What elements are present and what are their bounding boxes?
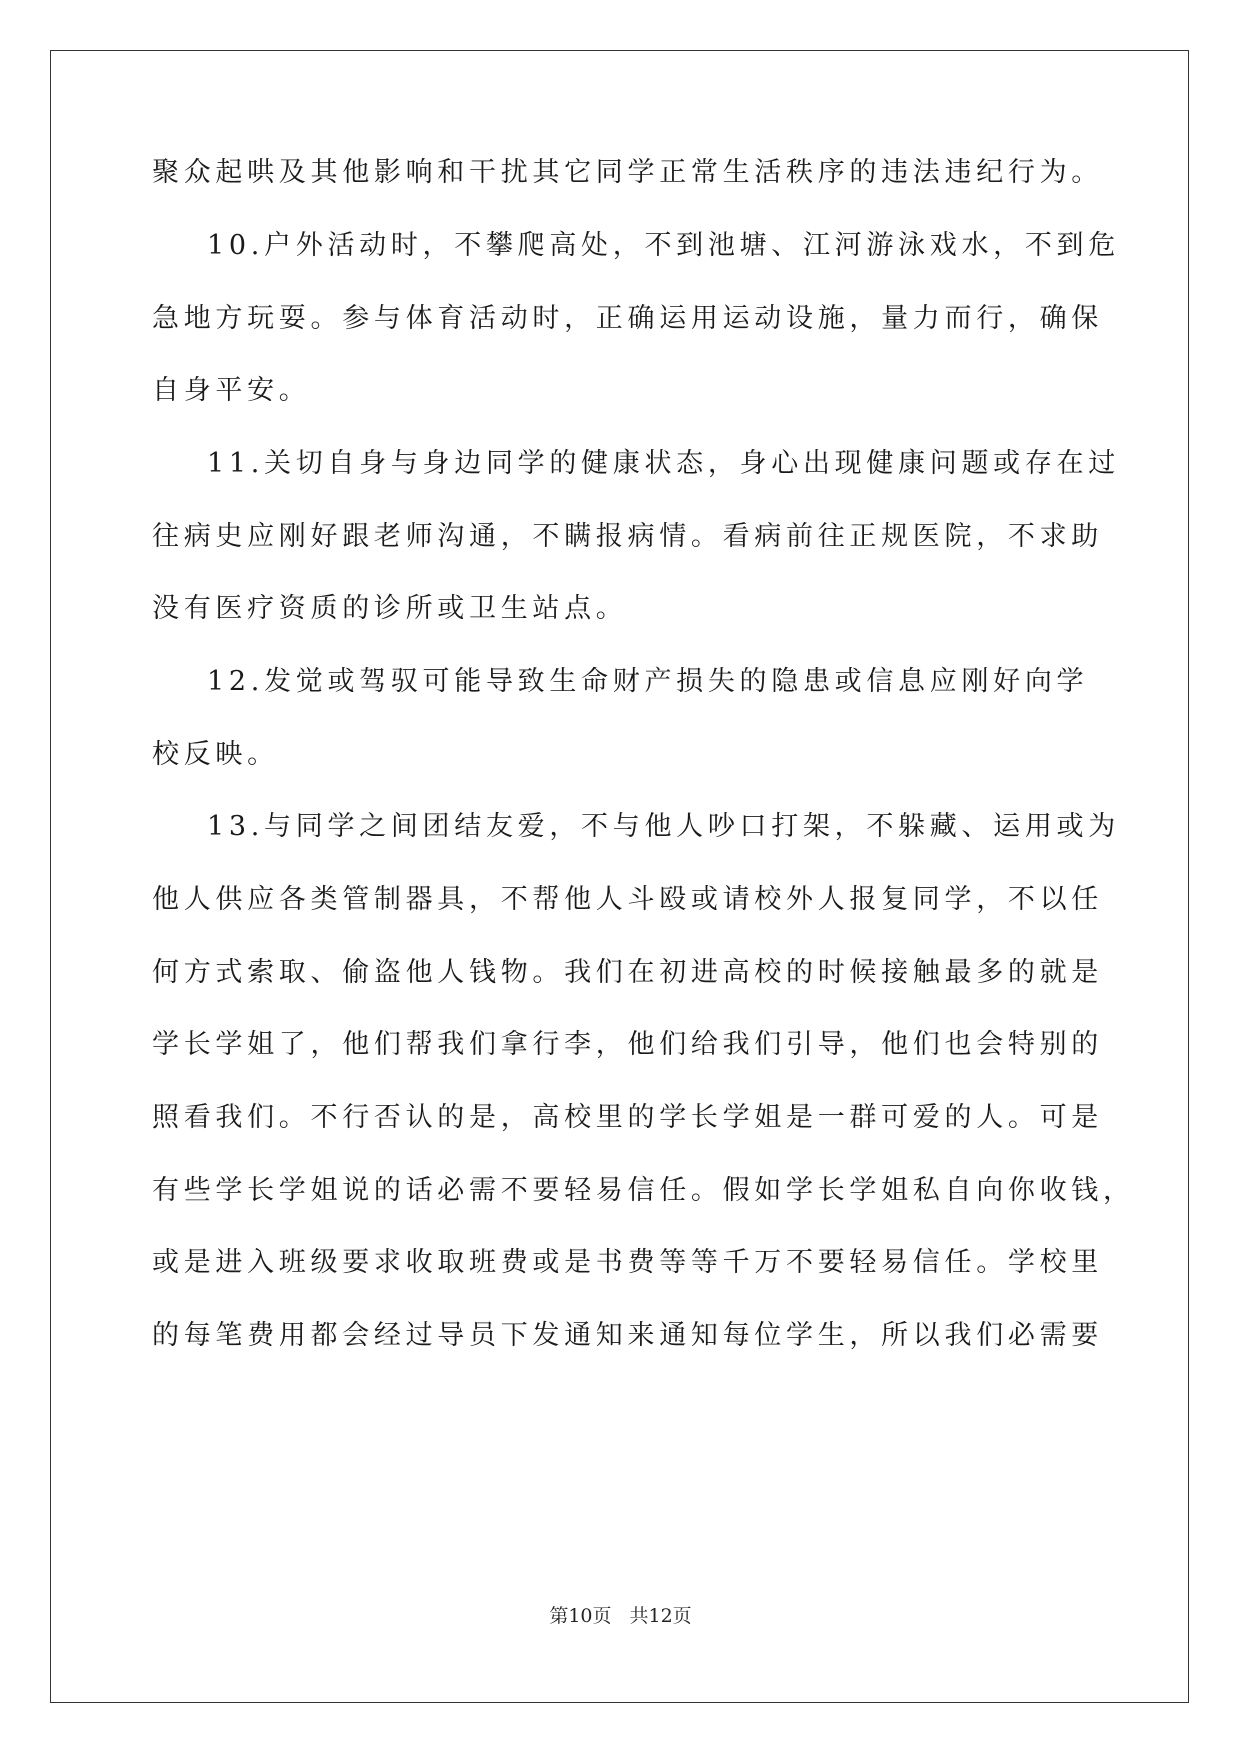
paragraph-line: 自身平安。 — [152, 375, 311, 406]
paragraph-line: 没有医疗资质的诊所或卫生站点。 — [152, 593, 628, 624]
paragraph-line: 13.与同学之间团结友爱，不与他人吵口打架，不躲藏、运用或为 — [207, 811, 1120, 842]
paragraph-line: 12.发觉或驾驭可能导致生命财产损失的隐患或信息应刚好向学 — [207, 666, 1089, 697]
paragraph-line: 10.户外活动时，不攀爬高处，不到池塘、江河游泳戏水，不到危 — [207, 230, 1120, 261]
current-page-number: 第10页 — [549, 1605, 612, 1627]
paragraph-line: 往病史应刚好跟老师沟通，不瞒报病情。看病前往正规医院，不求助 — [152, 521, 1103, 552]
paragraph-line: 急地方玩耍。参与体育活动时，正确运用运动设施，量力而行，确保 — [152, 303, 1103, 334]
total-page-count: 共12页 — [629, 1605, 692, 1627]
paragraph-line: 有些学长学姐说的话必需不要轻易信任。假如学长学姐私自向你收钱， — [152, 1175, 1135, 1206]
paragraph-line: 学长学姐了，他们帮我们拿行李，他们给我们引导，他们也会特别的 — [152, 1029, 1103, 1060]
paragraph-line: 照看我们。不行否认的是，高校里的学长学姐是一群可爱的人。可是 — [152, 1102, 1103, 1133]
paragraph-line: 校反映。 — [152, 739, 279, 770]
paragraph-line: 何方式索取、偷盗他人钱物。我们在初进高校的时候接触最多的就是 — [152, 957, 1103, 988]
paragraph-line: 的每笔费用都会经过导员下发通知来通知每位学生，所以我们必需要 — [152, 1320, 1103, 1351]
page-border — [50, 50, 1189, 1703]
paragraph-line: 聚众起哄及其他影响和干扰其它同学正常生活秩序的违法违纪行为。 — [152, 157, 1103, 188]
paragraph-line: 他人供应各类管制器具，不帮他人斗殴或请校外人报复同学，不以任 — [152, 884, 1103, 915]
paragraph-line: 11.关切自身与身边同学的健康状态，身心出现健康问题或存在过 — [207, 448, 1120, 479]
paragraph-line: 或是进入班级要求收取班费或是书费等等千万不要轻易信任。学校里 — [152, 1247, 1103, 1278]
page-footer — [0, 1604, 1241, 1628]
